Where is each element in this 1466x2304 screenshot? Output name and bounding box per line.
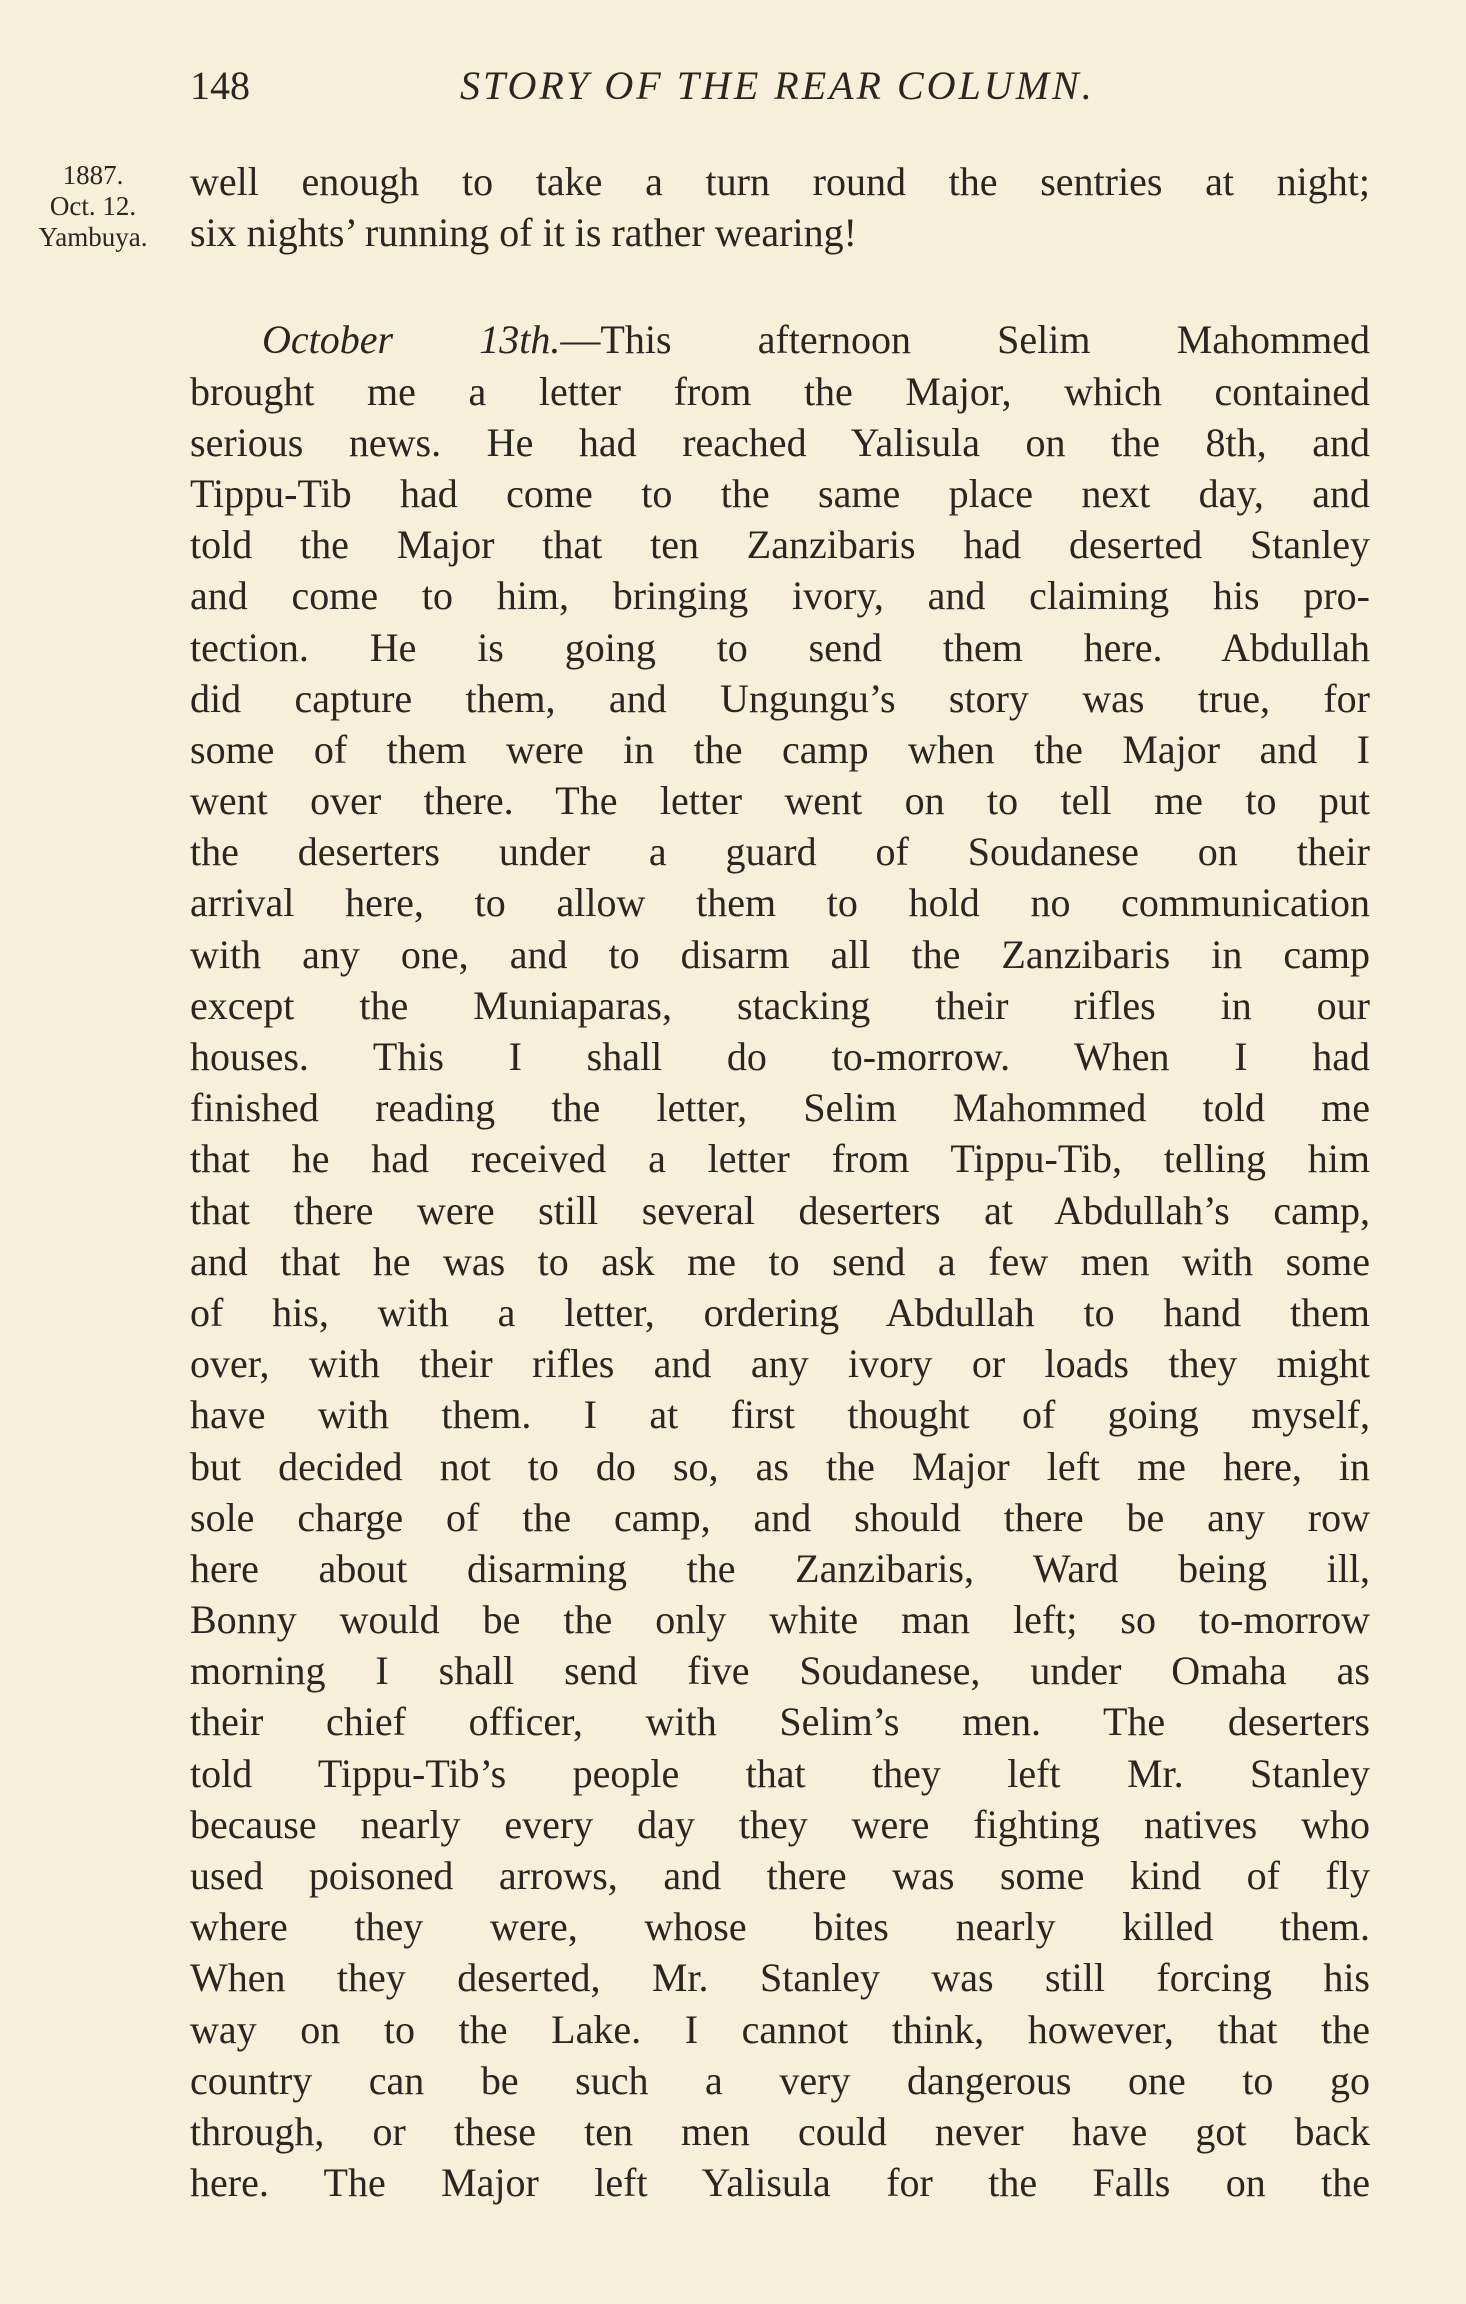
text-line: because nearly every day they were fighting natives who bbox=[190, 1801, 1370, 1847]
margin-date: Oct. 12. bbox=[49, 191, 137, 221]
entry-date: October 13th. bbox=[262, 317, 561, 363]
text-line: told the Major that ten Zanzibaris had deserted Stanley bbox=[190, 522, 1370, 568]
text-line: through, or these ten men could never have got back bbox=[190, 2108, 1370, 2154]
paragraph-gap bbox=[190, 258, 1370, 314]
text-line: six nights’ running of it is rather wearing! bbox=[190, 210, 857, 256]
text-line: with any one, and to disarm all the Zanzibaris in camp bbox=[190, 931, 1370, 977]
text-line: here. The Major left Yalisula for the Falls on the bbox=[190, 2160, 1370, 2206]
text-line-first bbox=[190, 314, 1370, 365]
text-line: well enough to take a turn round the sentries at night; bbox=[190, 159, 1370, 204]
text-line: but decided not to do so, as the Major left me here, in bbox=[190, 1443, 1370, 1489]
text-line: houses. This I shall do to-morrow. When I had bbox=[190, 1034, 1370, 1079]
text-line: serious news. He had reached Yalisula on the 8th, and bbox=[190, 419, 1370, 465]
text-line: of his, with a letter, ordering Abdullah to hand them bbox=[190, 1289, 1370, 1335]
text-line: arrival here, to allow them to hold no communication bbox=[190, 880, 1370, 926]
text-line: Tippu-Tib had come to the same place next day, and bbox=[190, 470, 1370, 516]
text-line: over, with their rifles and any ivory or loads they might bbox=[190, 1341, 1370, 1387]
text-line: way on to the Lake. I cannot think, however, that the bbox=[190, 2006, 1370, 2052]
text-line: morning I shall send five Soudanese, under Omaha as bbox=[190, 1648, 1370, 1694]
text-line: used poisoned arrows, and there was some kind of fly bbox=[190, 1853, 1370, 1898]
text-line: that he had received a letter from Tippu-Tib, telling him bbox=[190, 1136, 1370, 1182]
paragraph-1 bbox=[190, 156, 1370, 258]
page-header bbox=[190, 62, 1370, 122]
text-line: brought me a letter from the Major, which contained bbox=[190, 368, 1370, 414]
text-line: here about disarming the Zanzibaris, Ward being ill, bbox=[190, 1545, 1370, 1591]
text-line: their chief officer, with Selim’s men. The deserters bbox=[190, 1699, 1370, 1745]
text-line: When they deserted, Mr. Stanley was still forcing his bbox=[190, 1955, 1370, 2001]
text-line: went over there. The letter went on to tell me to put bbox=[190, 778, 1370, 824]
text-line: sole charge of the camp, and should there be any row bbox=[190, 1494, 1370, 1540]
text-line: told Tippu-Tib’s people that they left Mr. Stanley bbox=[190, 1750, 1370, 1796]
paragraph-2 bbox=[190, 314, 1370, 2208]
margin-year: 1887. bbox=[62, 160, 124, 190]
text-line: country can be such a very dangerous one to go bbox=[190, 2057, 1370, 2103]
paragraph-2-lines bbox=[190, 366, 1370, 2209]
text-line: did capture them, and Ungungu’s story was true, for bbox=[190, 675, 1370, 721]
running-title: STORY OF THE REAR COLUMN. bbox=[460, 63, 1095, 108]
margin-note bbox=[8, 160, 178, 253]
text-line: where they were, whose bites nearly killed them. bbox=[190, 1904, 1370, 1950]
text-line: and come to him, bringing ivory, and claiming his pro- bbox=[190, 573, 1370, 619]
text-line: and that he was to ask me to send a few men with some bbox=[190, 1238, 1370, 1284]
text-line: tection. He is going to send them here. Abdullah bbox=[190, 624, 1370, 670]
body-text bbox=[190, 156, 1370, 2208]
text-line: finished reading the letter, Selim Mahommed told me bbox=[190, 1085, 1370, 1131]
text-line: that there were still several deserters at Abdullah’s camp, bbox=[190, 1187, 1370, 1233]
first-line-text: —This afternoon Selim Mahommed bbox=[560, 317, 1370, 363]
page-number: 148 bbox=[190, 63, 250, 108]
text-line: some of them were in the camp when the Major and I bbox=[190, 726, 1370, 772]
margin-place: Yambuya. bbox=[38, 222, 148, 252]
text-line: have with them. I at first thought of going myself, bbox=[190, 1392, 1370, 1438]
text-line: Bonny would be the only white man left; so to-morrow bbox=[190, 1597, 1370, 1643]
text-line: except the Muniaparas, stacking their rifles in our bbox=[190, 982, 1370, 1028]
text-line: the deserters under a guard of Soudanese on their bbox=[190, 829, 1370, 875]
